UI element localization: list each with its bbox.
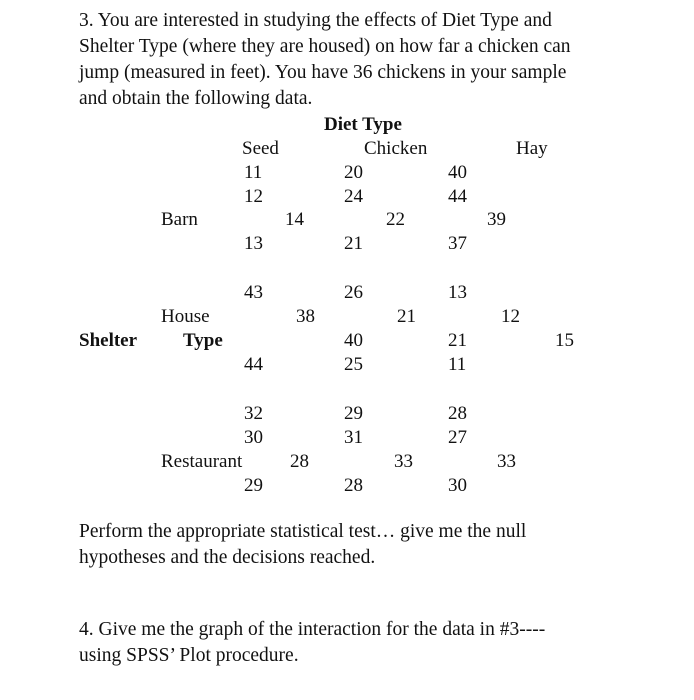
restaurant-hay-value: 30 — [448, 475, 467, 496]
diet-level-hay: Hay — [516, 138, 548, 159]
house-hay-value: 21 — [448, 330, 467, 351]
restaurant-seed-value: 32 — [244, 403, 263, 424]
instructions-text — [79, 519, 526, 571]
restaurant-chicken-value: 28 — [344, 475, 363, 496]
restaurant-seed-mean: 28 — [290, 451, 309, 472]
restaurant-hay-value: 27 — [448, 427, 467, 448]
barn-seed-value: 11 — [244, 162, 263, 183]
problem-4-text — [79, 617, 545, 669]
house-seed-mean: 38 — [296, 306, 315, 327]
problem-3-text — [79, 8, 571, 112]
barn-chicken-value: 20 — [344, 162, 363, 183]
house-hay-value: 13 — [448, 282, 467, 303]
barn-seed-value: 12 — [244, 186, 263, 207]
diet-level-seed: Seed — [242, 138, 279, 159]
house-chicken-value: 26 — [344, 282, 363, 303]
problem-3-line-1: 3. You are interested in studying the effects of Diet Type and — [79, 10, 552, 31]
shelter-level-restaurant: Restaurant — [161, 451, 243, 472]
barn-hay-value: 37 — [448, 233, 467, 254]
shelter-heading: Shelter — [79, 330, 138, 351]
barn-chicken-value: 21 — [344, 233, 363, 254]
problem-4-line-1: 4. Give me the graph of the interaction for the data in #3---- — [79, 619, 546, 640]
diet-level-chicken: Chicken — [364, 138, 428, 159]
problem-3-line-3: jump (measured in feet). You have 36 chickens in your sample — [79, 62, 567, 83]
barn-hay-mean: 39 — [487, 209, 506, 230]
shelter-level-house: House — [161, 306, 210, 327]
type-heading: Type — [183, 330, 223, 351]
barn-hay-value: 40 — [448, 162, 467, 183]
house-chicken-mean: 21 — [397, 306, 416, 327]
diet-type-heading: Diet Type — [324, 114, 402, 135]
restaurant-hay-value: 28 — [448, 403, 467, 424]
instructions-line-2: hypotheses and the decisions reached. — [79, 547, 376, 568]
house-hay-value: 11 — [448, 354, 467, 375]
house-seed-value: 44 — [244, 354, 263, 375]
house-seed-value: 43 — [244, 282, 263, 303]
problem-4-line-2: using SPSS’ Plot procedure. — [79, 645, 299, 666]
restaurant-chicken-value: 29 — [344, 403, 363, 424]
house-hay-mean: 12 — [501, 306, 520, 327]
barn-chicken-value: 24 — [344, 186, 363, 207]
house-row-mean: 15 — [555, 330, 574, 351]
house-chicken-value: 25 — [344, 354, 363, 375]
barn-seed-value: 13 — [244, 233, 263, 254]
instructions-line-1: Perform the appropriate statistical test… give me the null — [79, 521, 527, 542]
restaurant-chicken-mean: 33 — [394, 451, 413, 472]
shelter-level-barn: Barn — [161, 209, 198, 230]
problem-3-line-4: and obtain the following data. — [79, 88, 313, 109]
barn-hay-value: 44 — [448, 186, 467, 207]
barn-seed-mean: 14 — [285, 209, 304, 230]
restaurant-seed-value: 30 — [244, 427, 263, 448]
barn-chicken-mean: 22 — [386, 209, 405, 230]
restaurant-chicken-value: 31 — [344, 427, 363, 448]
restaurant-hay-mean: 33 — [497, 451, 516, 472]
restaurant-seed-value: 29 — [244, 475, 263, 496]
problem-3-line-2: Shelter Type (where they are housed) on how far a chicken can — [79, 36, 571, 57]
house-chicken-value: 40 — [344, 330, 363, 351]
